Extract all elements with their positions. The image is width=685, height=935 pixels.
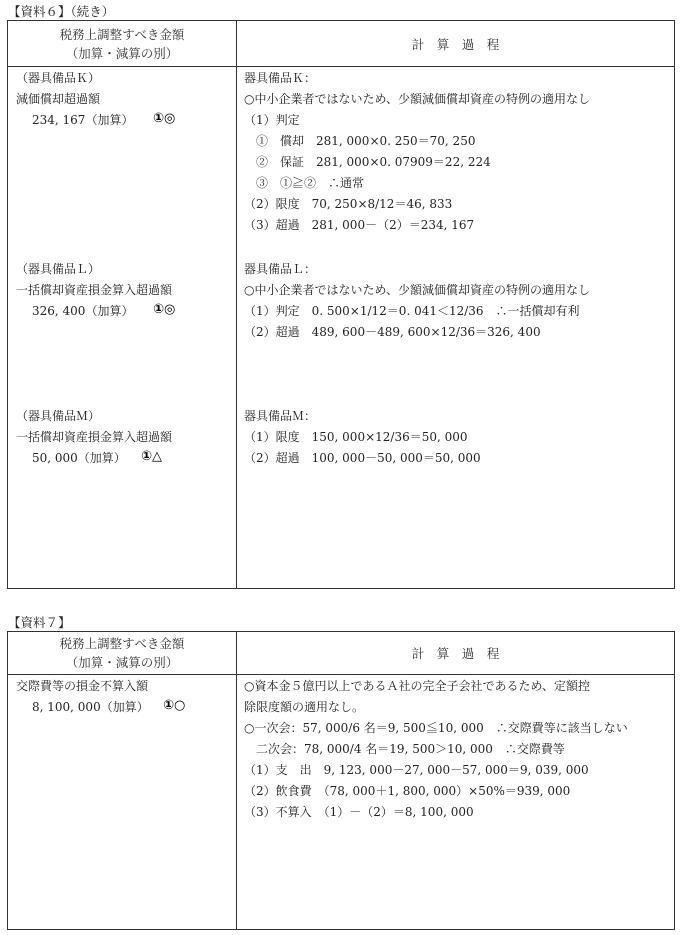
calc-line: 器具備品Ｋ：: [244, 71, 317, 85]
calc-line: （1）限度 150, 000×12/36＝50, 000: [244, 430, 468, 444]
calc-line: （1）判定: [244, 113, 300, 127]
item-m-label: （器具備品Ｍ）: [16, 409, 101, 423]
item-l-grade-mark: ①◎: [153, 302, 176, 317]
calc-line: 除限度額の適用なし。: [244, 700, 365, 714]
header-left-line1: 税務上調整すべき金額: [59, 636, 185, 651]
item-l-desc: 一括償却資産損金算入超過額: [16, 283, 173, 297]
item-k-desc: 減価償却超過額: [16, 92, 101, 106]
item-l-label: （器具備品Ｌ）: [16, 262, 101, 276]
calc-line: ○中小企業者ではないため、少額減価償却資産の特例の適用なし: [244, 92, 590, 106]
calc-line: （2）超過 100, 000－50, 000＝50, 000: [244, 451, 481, 465]
calc-line: （2）飲食費 （78, 000＋1, 800, 000）×50%＝939, 000: [244, 784, 571, 798]
entertainment-grade-mark: ①○: [163, 698, 186, 713]
calc-line: （2）超過 489, 600－489, 600×12/36＝326, 400: [244, 325, 541, 339]
header-left-line1: 税務上調整すべき金額: [59, 26, 185, 42]
item-m-amount: 50, 000（加算）: [32, 451, 126, 465]
entertainment-amount: 8, 100, 000（加算）: [32, 700, 149, 714]
header-left-line2: （加算・減算の別）: [65, 655, 179, 670]
section7-title: 【資料７】: [8, 615, 71, 630]
calc-line: ③ ①≧② ∴通常: [244, 176, 365, 190]
header-adjustment-amount: [8, 632, 237, 675]
calc-line: 二次会：78, 000/4 名＝19, 500＞10, 000 ∴交際費等: [244, 742, 565, 756]
item-m-desc: 一括償却資産損金算入超過額: [16, 430, 173, 444]
calc-line: （1）判定 0. 500×1/12＝0. 041＜12/36 ∴一括償却有利: [244, 304, 580, 318]
header-calculation-process: 計 算 過 程: [237, 632, 675, 675]
item-k-label: （器具備品Ｋ）: [16, 71, 101, 85]
header-calculation-process: 計 算 過 程: [237, 21, 675, 67]
calc-line: （3）超過 281, 000－（2）＝234, 167: [244, 218, 475, 232]
item-m-grade-mark: ①△: [141, 449, 163, 464]
calc-line: ○中小企業者ではないため、少額減価償却資産の特例の適用なし: [244, 283, 590, 297]
calc-line: （1）支 出 9, 123, 000－27, 000－57, 000＝9, 039, 000: [244, 763, 589, 777]
calc-line: （3）不算入 （1）－（2）＝8, 100, 000: [244, 805, 474, 819]
calc-line: 器具備品Ｍ：: [244, 409, 317, 423]
calc-line: （2）限度 70, 250×8/12＝46, 833: [244, 197, 453, 211]
calc-line: ○一次会：57, 000/6 名＝9, 500≦10, 000 ∴交際費等に該当しない: [244, 721, 628, 735]
section7-left-cell: [8, 675, 237, 930]
item-k-grade-mark: ①◎: [153, 111, 176, 126]
calc-line: 器具備品Ｌ：: [244, 262, 317, 276]
header-left-line2: （加算・減算の別）: [65, 45, 179, 61]
header-adjustment-amount: [8, 21, 237, 67]
section6-title: 【資料６】（続き）: [8, 4, 115, 19]
calc-line: ① 償却 281, 000×0. 250＝70, 250: [244, 134, 476, 148]
section7-table: [7, 631, 675, 930]
section6-left-cell: [8, 67, 237, 589]
section6-right-cell: [237, 67, 675, 589]
calc-line: ② 保証 281, 000×0. 07909＝22, 224: [244, 155, 491, 169]
entertainment-label: 交際費等の損金不算入額: [16, 679, 149, 693]
calc-line: ○資本金５億円以上であるＡ社の完全子会社であるため、定額控: [244, 679, 590, 693]
item-l-amount: 326, 400（加算）: [32, 304, 134, 318]
item-k-amount: 234, 167（加算）: [32, 113, 134, 127]
section7-right-cell: [237, 675, 675, 930]
section6-table: [7, 20, 675, 589]
